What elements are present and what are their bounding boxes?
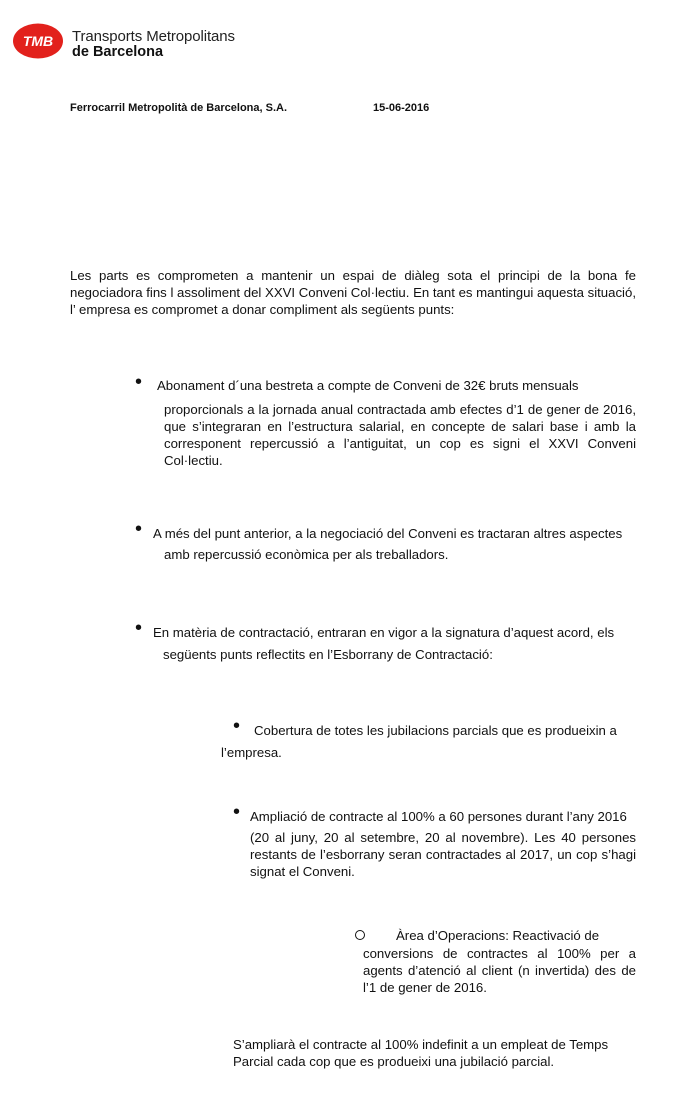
bullet-dot: • bbox=[135, 371, 143, 393]
final-paragraph: S’ampliarà el contracte al 100% indefinit a un empleat de Temps Parcial cada cop que es produeixi una jubilació parcial. bbox=[233, 1037, 609, 1069]
bullet-1-first-line: Abonament d´una bestreta a compte de Conveni de 32€ bruts mensuals bbox=[157, 378, 579, 393]
svg-text:TMB: TMB bbox=[22, 33, 54, 49]
bullet-2-continuation: amb repercussió econòmica per als treballadors. bbox=[164, 547, 449, 562]
sub-bullet-2-first-line: Ampliació de contracte al 100% a 60 persones durant l’any 2016 bbox=[250, 809, 627, 824]
bullet-1-continuation: proporcionals a la jornada anual contractada amb efectes d’1 de gener de 2016, que s’integraran en l’estructura salarial, en concepte de salari base i amb la corresponent repercussió a l’antiguitat, un cop es signi el XXVI Conveni Col·lectiu. bbox=[164, 402, 636, 468]
circle-item-continuation: conversions de contractes al 100% per a agents d’atenció al client (n invertida) des de l’1 de gener de 2016. bbox=[363, 946, 636, 995]
bullet-dot: • bbox=[233, 801, 241, 823]
bullet-dot: • bbox=[135, 518, 143, 540]
intro-paragraph: Les parts es comprometen a mantenir un espai de diàleg sota el principi de la bona fe negociadora fins l assoliment del XXVI Conveni Col·lectiu. En tant es mantingui aquesta situació, l’ empresa es compromet a donar compliment als següents punts: bbox=[70, 268, 636, 317]
bullet-dot: • bbox=[135, 617, 143, 639]
bullet-2-first-line: A més del punt anterior, a la negociació del Conveni es tractaran altres aspectes bbox=[153, 526, 623, 541]
sub-bullet-2-continuation: (20 al juny, 20 al setembre, 20 al novembre). Les 40 persones restants de l’esborrany seran contractades al 2017, un cop s’hagi signat el Conveni. bbox=[250, 830, 636, 879]
sub-bullet-1-first-line: Cobertura de totes les jubilacions parcials que es produeixin a bbox=[254, 723, 617, 738]
bullet-3-first-line: En matèria de contractació, entraran en vigor a la signatura d’aquest acord, els bbox=[153, 625, 615, 640]
sub-bullet-1-continuation: l’empresa. bbox=[221, 745, 282, 760]
circle-item-first-line: Àrea d’Operacions: Reactivació de bbox=[396, 928, 600, 943]
circle-bullet-icon bbox=[355, 930, 365, 940]
bullet-3-continuation: següents punts reflectits en l’Esborrany de Contractació: bbox=[163, 647, 493, 662]
tmb-logo bbox=[12, 22, 64, 60]
brand-name-line2: de Barcelona bbox=[72, 44, 164, 60]
company-name: Ferrocarril Metropolità de Barcelona, S.A. bbox=[70, 102, 288, 114]
bullet-dot: • bbox=[233, 715, 241, 737]
document-date: 15-06-2016 bbox=[373, 102, 430, 114]
brand-name-line1: Transports Metropolitans bbox=[72, 28, 235, 45]
